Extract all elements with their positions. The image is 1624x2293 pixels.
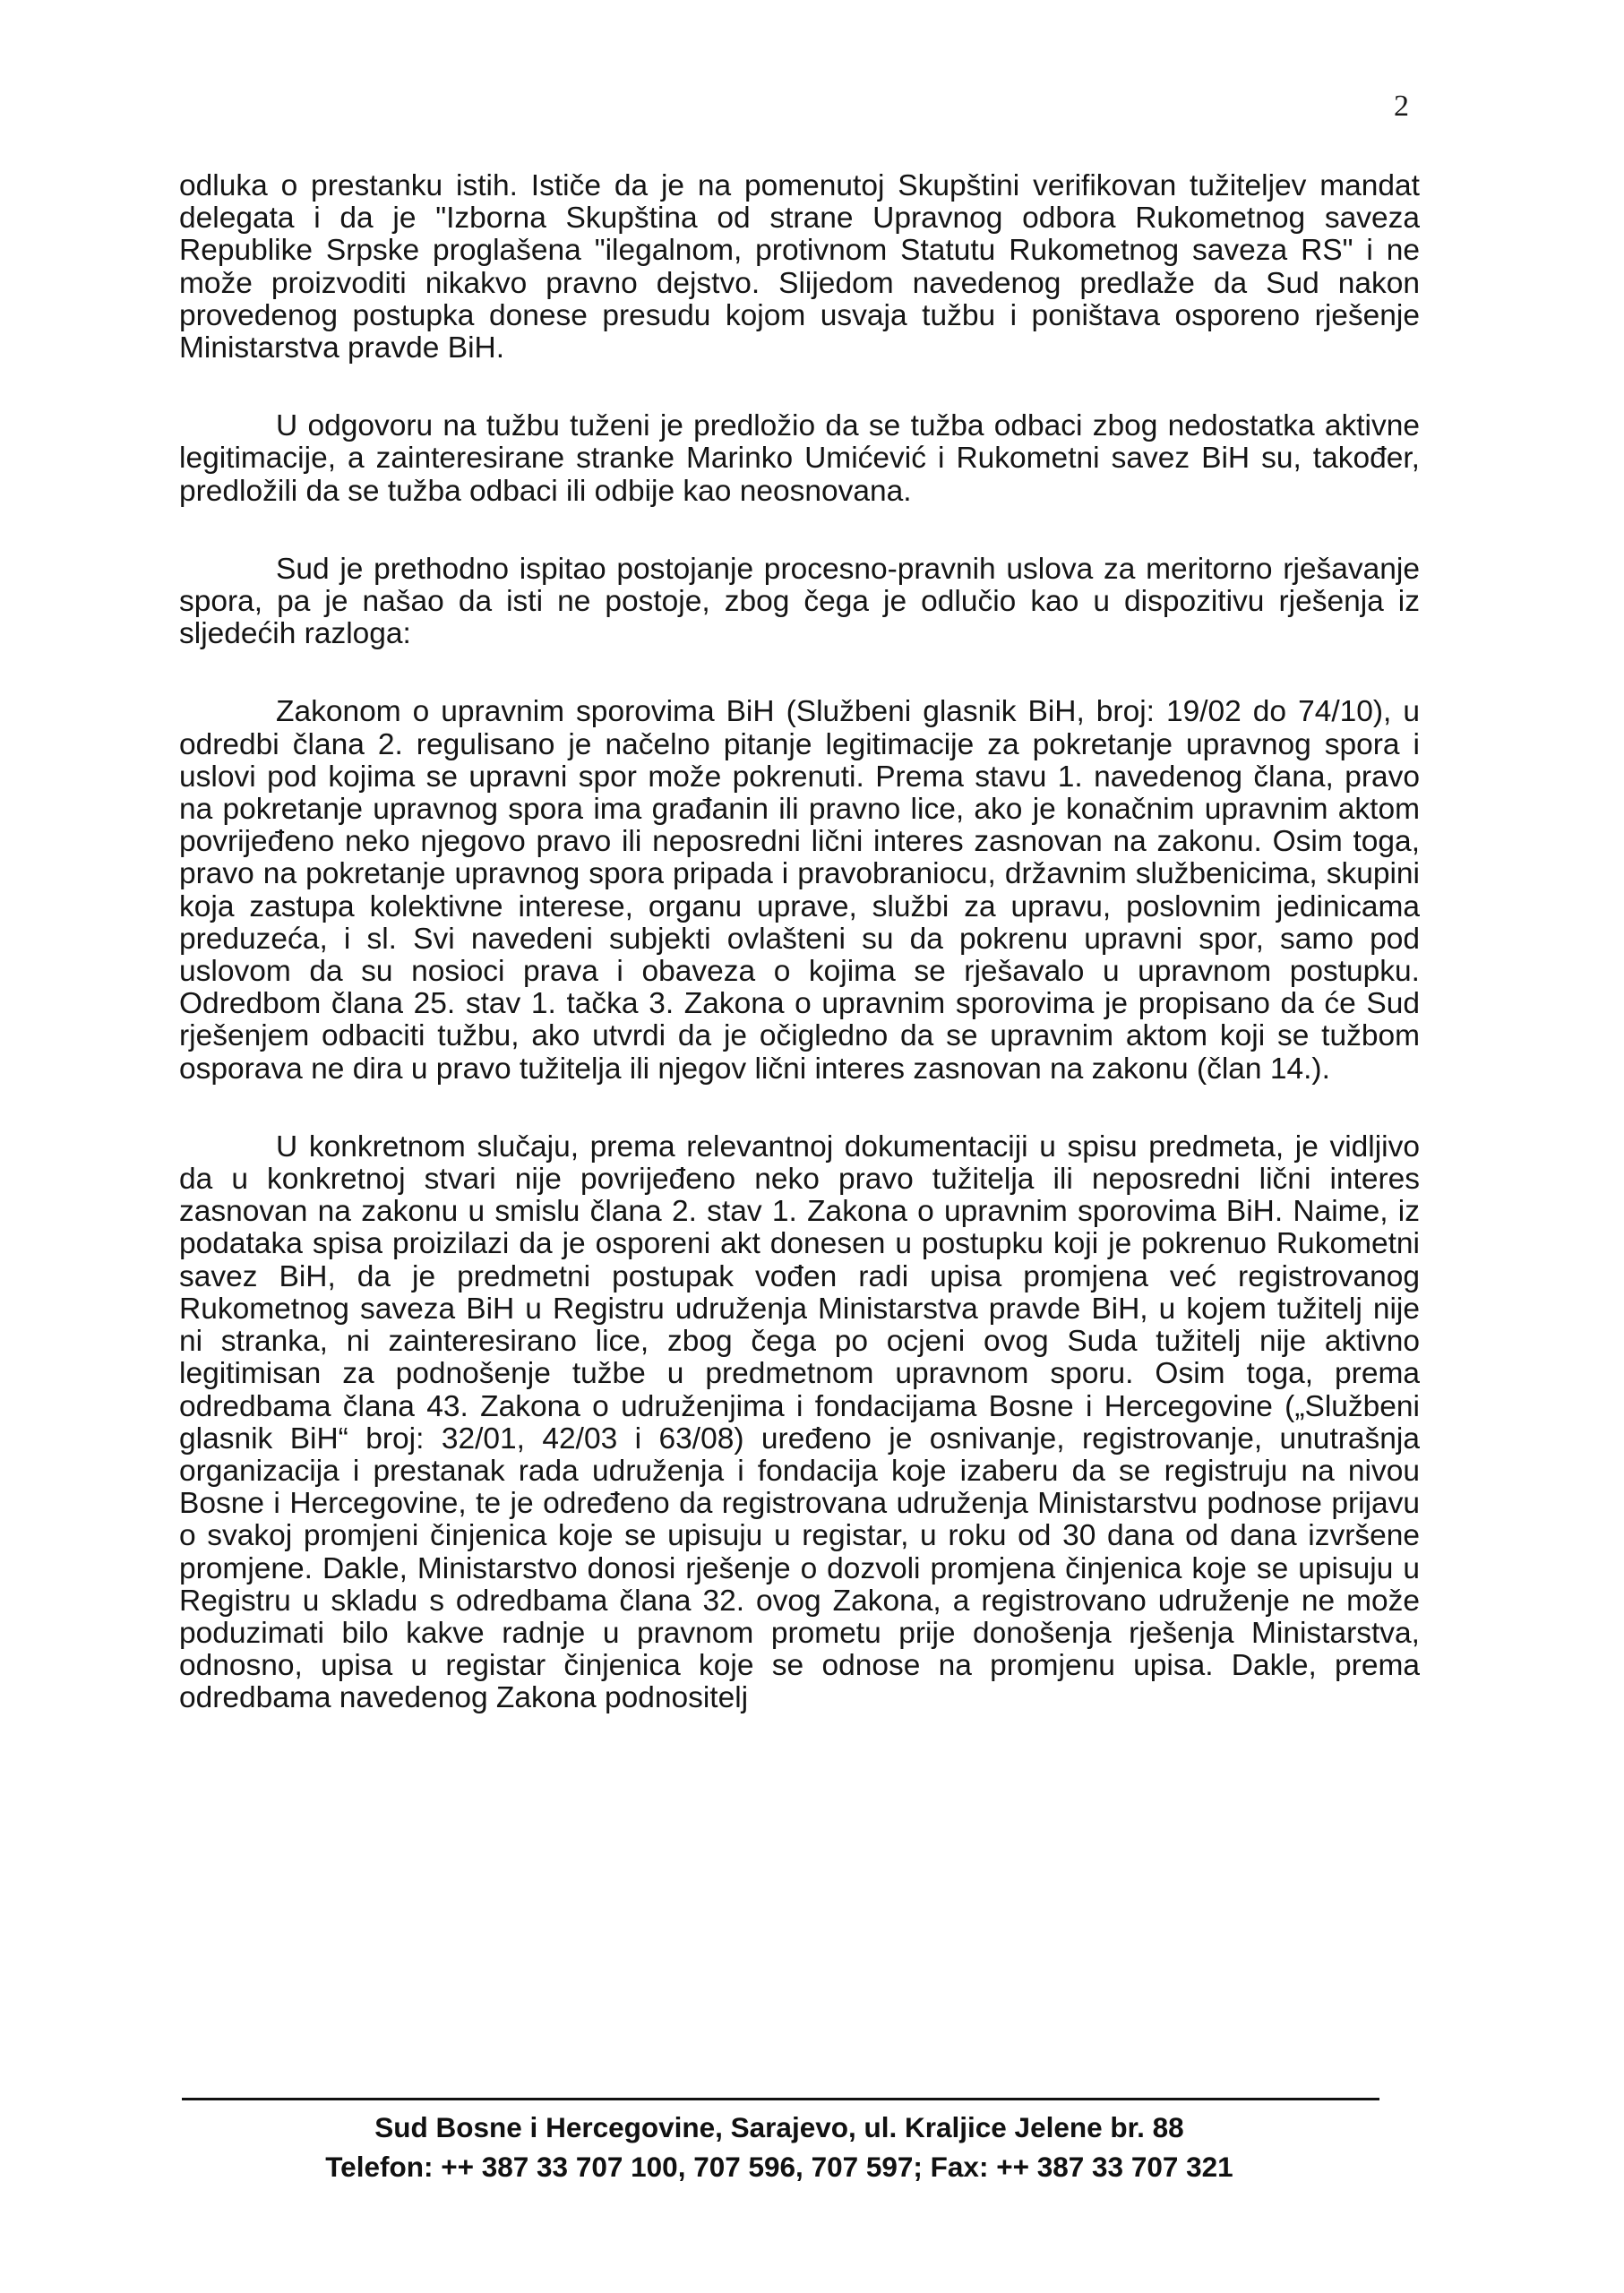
footer-address: Sud Bosne i Hercegovine, Sarajevo, ul. Kraljice Jelene br. 88	[374, 2111, 1184, 2143]
paragraph-2: U odgovoru na tužbu tuženi je predložio da se tužba odbaci zbog nedostatka aktivne legitimacije, a zainteresirane stranke Marinko Umićević i Rukometni savez BiH su, također, predložili da se tužba odbaci ili odbije kao neosnovana.	[179, 409, 1420, 508]
page-footer	[143, 2108, 1415, 2186]
paragraph-1: odluka o prestanku istih. Ističe da je na pomenutoj Skupštini verifikovan tužiteljev mandat delegata i da je "Izborna Skupština od strane Upravnog odbora Rukometnog saveza Republike Srpske proglašena "ilegalnom, protivnom Statutu Rukometnog saveza RS" i ne može proizvoditi nikakvo pravno dejstvo. Slijedom navedenog predlaže da Sud nakon provedenog postupka donese presudu kojom usvaja tužbu i poništava osporeno rješenje Ministarstva pravde BiH.	[179, 169, 1420, 365]
footer-divider	[182, 2098, 1379, 2100]
document-body	[179, 170, 1420, 1761]
paragraph-5: U konkretnom slučaju, prema relevantnoj dokumentaciji u spisu predmeta, je vidljivo da u konkretnoj stvari nije povrijeđeno neko pravo tužitelja ili neposredni lični interes zasnovan na zakonu u smislu člana 2. stav 1. Zakona o upravnim sporovima BiH. Naime, iz podataka spisa proizilazi da je osporeni akt donesen u postupku koji je pokrenuo Rukometni savez BiH, da je predmetni postupak vođen radi upisa promjena već registrovanog Rukometnog saveza BiH u Registru udruženja Ministarstva pravde BiH, u kojem tužitelj nije ni stranka, ni zainteresirano lice, zbog čega po ocjeni ovog Suda tužitelj nije aktivno legitimisan za podnošenje tužbe u predmetnom upravnom sporu. Osim toga, prema odredbama člana 43. Zakona o udruženjima i fondacijama Bosne i Hercegovine („Službeni glasnik BiH“ broj: 32/01, 42/03 i 63/08) uređeno je osnivanje, registrovanje, unutrašnja organizacija i prestanak rada udruženja i fondacija koje izaberu da se registruju na nivou Bosne i Hercegovine, te je određeno da registrovana udruženja Ministarstvu podnose prijavu o svakoj promjeni činjenica koje se upisuju u registar, u roku od 30 dana od dana izvršene promjene. Dakle, Ministarstvo donosi rješenje o dozvoli promjena činjenica koje se upisuju u Registru u skladu s odredbama člana 32. ovog Zakona, a registrovano udruženje ne može poduzimati bilo kakve radnje u pravnom prometu prije donošenja rješenja Ministarstva, odnosno, upisa u registar činjenica koje se odnose na promjenu upisa. Dakle, prema odredbama navedenog Zakona podnositelj	[179, 1129, 1420, 1715]
footer-contact: Telefon: ++ 387 33 707 100, 707 596, 707 597; Fax: ++ 387 33 707 321	[325, 2151, 1233, 2183]
page-number: 2	[1394, 90, 1409, 123]
paragraph-4: Zakonom o upravnim sporovima BiH (Službeni glasnik BiH, broj: 19/02 do 74/10), u odredbi člana 2. regulisano je načelno pitanje legitimacije za pokretanje upravnog spora i uslovi pod kojima se upravni spor može pokrenuti. Prema stavu 1. navedenog člana, pravo na pokretanje upravnog spora ima građanin ili pravno lice, ako je konačnim upravnim aktom povrijeđeno neko njegovo pravo ili neposredni lični interes zasnovan na zakonu. Osim toga, pravo na pokretanje upravnog spora pripada i pravobraniocu, državnim službenicima, skupini koja zastupa kolektivne interese, organu uprave, službi za upravu, poslovnim jedinicama preduzeća, i sl. Svi navedeni subjekti ovlašteni su da pokrenu upravni spor, samo pod uslovom da su nosioci prava i obaveza o kojima se rješavalo u upravnom postupku. Odredbom člana 25. stav 1. tačka 3. Zakona o upravnim sporovima je propisano da će Sud rješenjem odbaciti tužbu, ako utvrdi da je očigledno da se upravnim aktom koji se tužbom osporava ne dira u pravo tužitelja ili njegov lični interes zasnovan na zakonu (član 14.).	[179, 695, 1420, 1086]
paragraph-3: Sud je prethodno ispitao postojanje procesno-pravnih uslova za meritorno rješavanje spora, pa je našao da isti ne postoje, zbog čega je odlučio kao u dispozitivu rješenja iz sljedećih razloga:	[179, 552, 1420, 651]
